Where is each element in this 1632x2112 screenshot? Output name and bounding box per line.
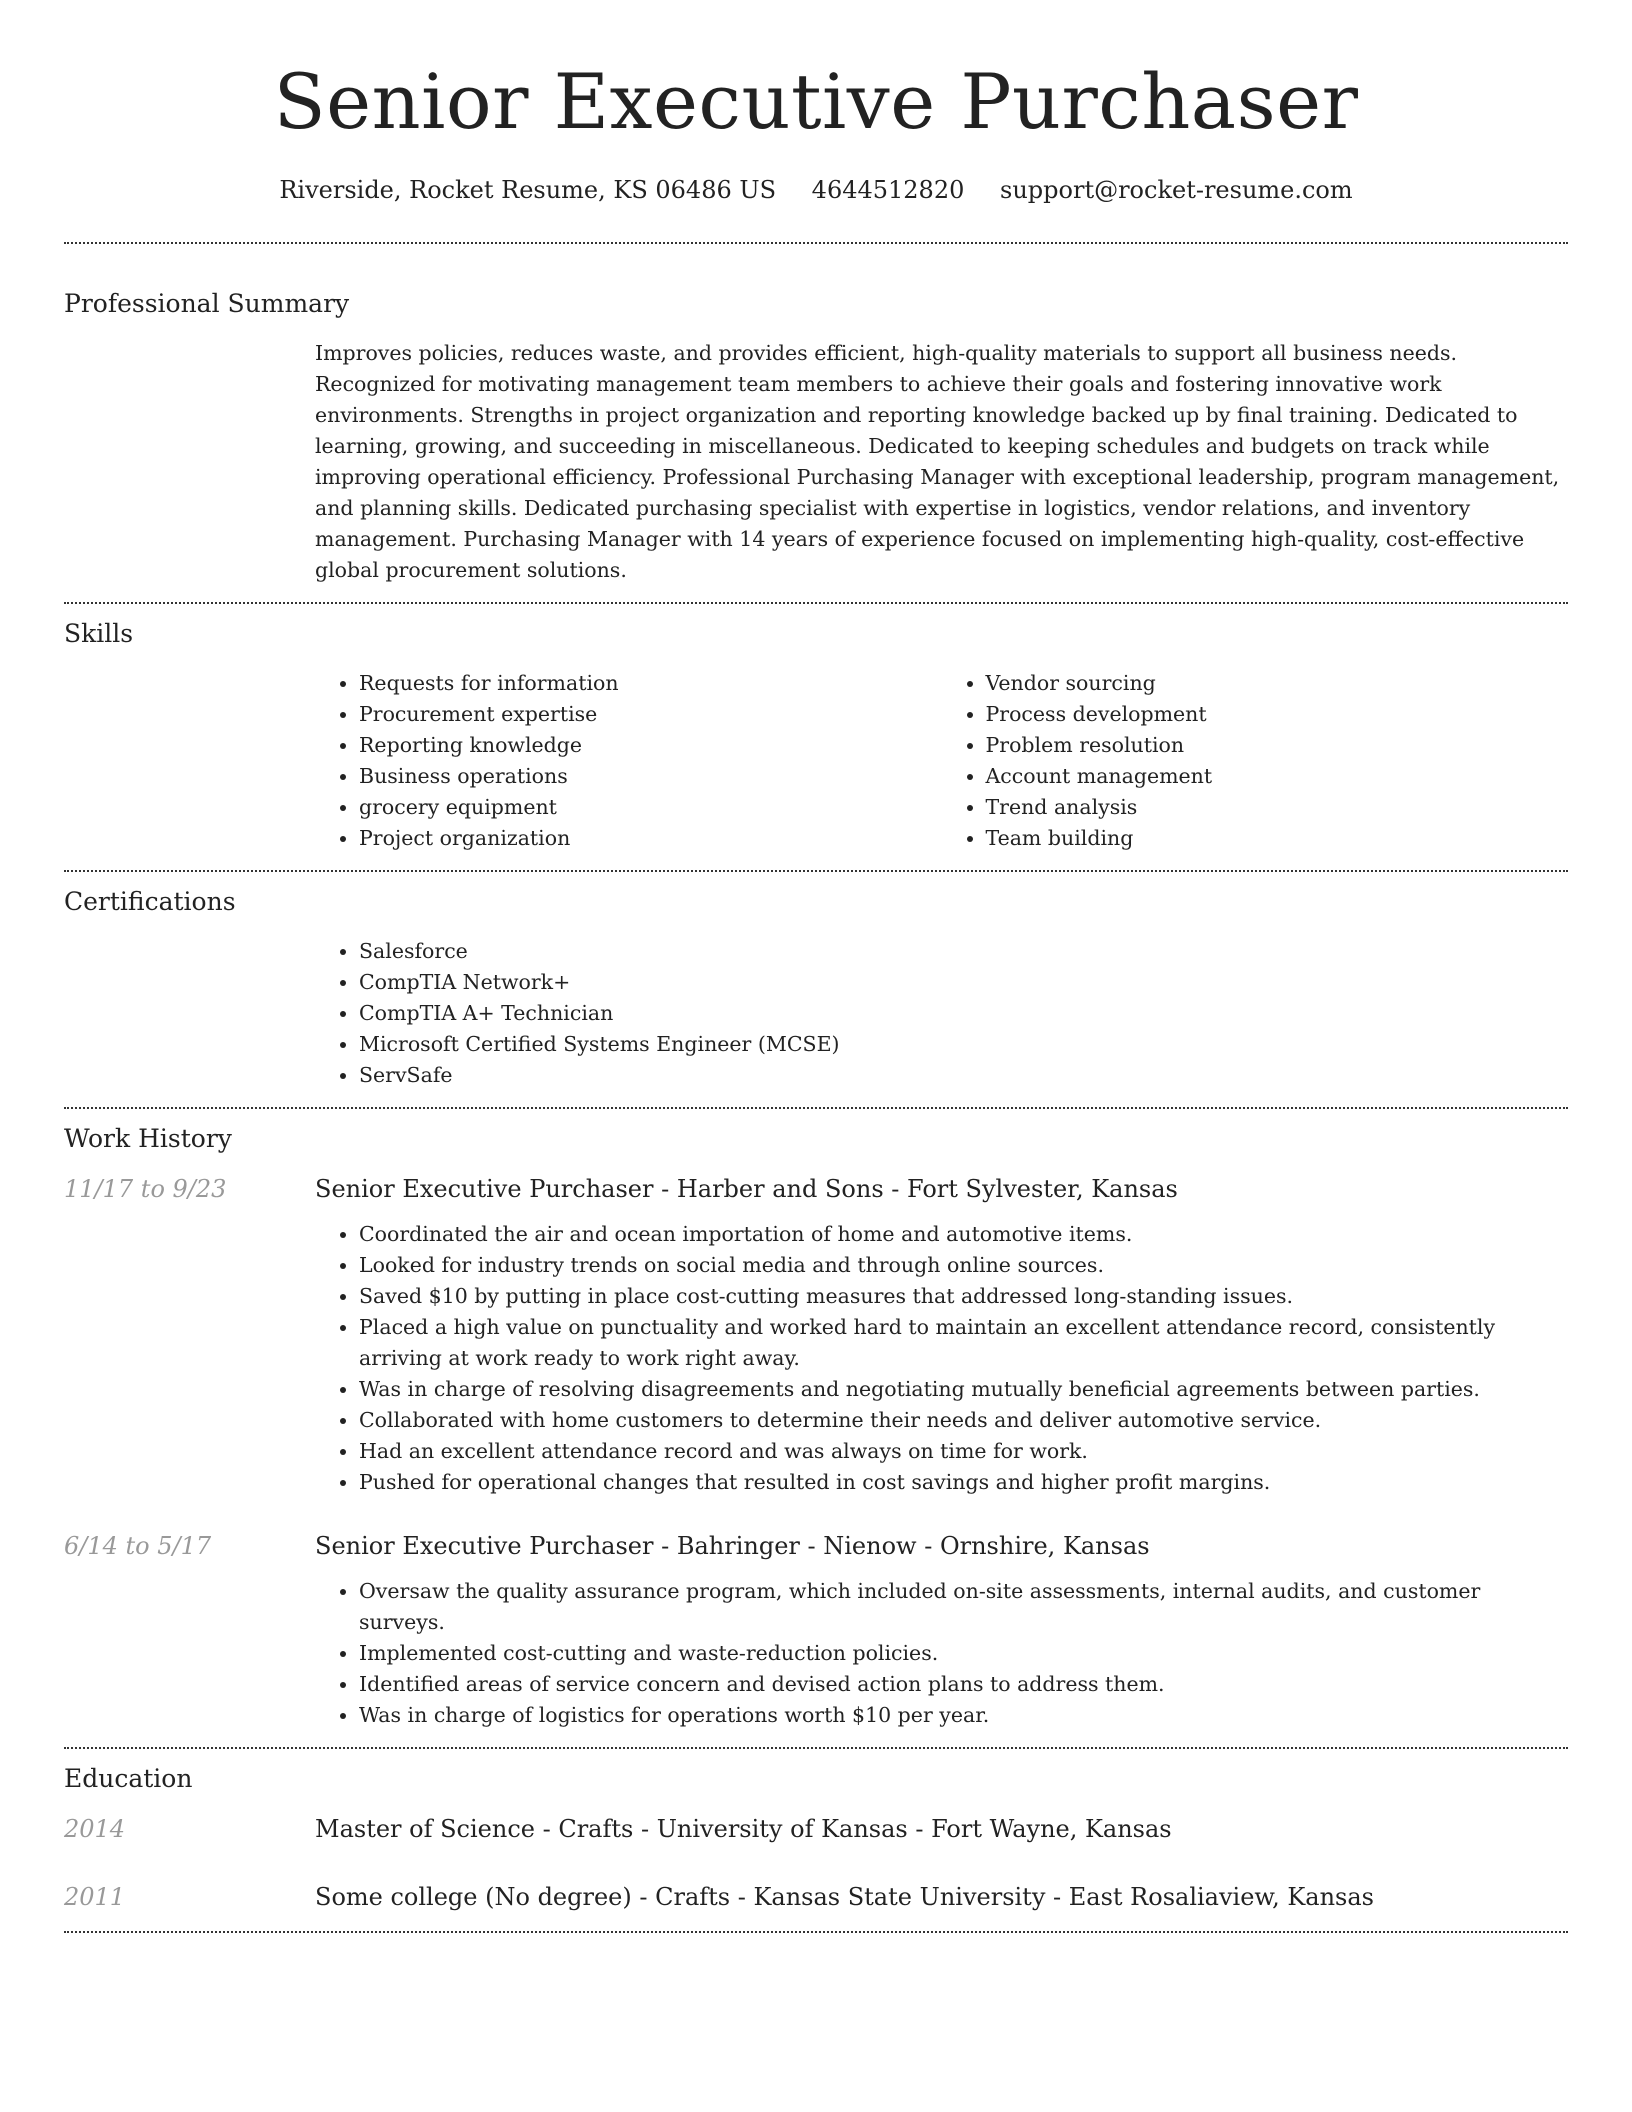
certifications-title: Certifications — [64, 887, 236, 916]
job-title: Senior Executive Purchaser - Harber and Sons - Fort Sylvester, Kansas — [315, 1175, 1178, 1203]
education-degree: Some college (No degree) - Crafts - Kansas State University - East Rosaliaview, Kansas — [315, 1883, 1374, 1911]
skills-list-right — [942, 668, 1569, 854]
summary-text: Improves policies, reduces waste, and provides efficient, high-quality materials to support all business needs. Recognized for motivating management team members to achieve their goals and fostering innovative work environments. Strengths in project organization and reporting knowledge backed up by final training. Dedicated to learning, growing, and succeeding in miscellaneous. Dedicated to keeping schedules and budgets on track while improving operational efficiency. Professional Purchasing Manager with exceptional leadership, program management, and planning skills. Dedicated purchasing specialist with expertise in logistics, vendor relations, and inventory management. Purchasing Manager with 14 years of experience focused on implementing high-quality, cost-effective global procurement solutions. — [315, 341, 1560, 582]
candidate-name: Senior Executive Purchaser — [273, 57, 1359, 146]
job-title: Senior Executive Purchaser - Bahringer - Nienow - Ornshire, Kansas — [315, 1532, 1150, 1560]
skill-item: • Requests for information — [359, 668, 942, 699]
skill-item: • Account management — [986, 761, 1569, 792]
job-bullet: • Collaborated with home customers to determine their needs and deliver automotive service. — [359, 1405, 1568, 1436]
job-bullet: • Pushed for operational changes that resulted in cost savings and higher profit margins. — [359, 1467, 1568, 1498]
section-divider — [64, 1931, 1568, 1933]
certification-item: • ServSafe — [359, 1060, 1568, 1091]
contact-line — [64, 172, 1568, 208]
job-bullet: • Was in charge of resolving disagreements and negotiating mutually beneficial agreements between parties. — [359, 1374, 1568, 1405]
education-section — [64, 1749, 1568, 1931]
education-entry — [64, 1811, 1568, 1847]
certification-item: • CompTIA A+ Technician — [359, 998, 1568, 1029]
resume-header — [64, 0, 1568, 208]
skill-item: • Problem resolution — [986, 730, 1569, 761]
skill-item: • Process development — [986, 699, 1569, 730]
job-bullet: • Identified areas of service concern and devised action plans to address them. — [359, 1669, 1568, 1700]
education-entry — [64, 1879, 1568, 1915]
skills-list-left — [315, 668, 942, 854]
work-history-section — [64, 1109, 1568, 1747]
skill-item: • Team building — [986, 823, 1569, 854]
skill-item: • Trend analysis — [986, 792, 1569, 823]
certifications-section — [64, 872, 1568, 1107]
certifications-list — [315, 936, 1568, 1091]
summary-section — [64, 244, 1568, 602]
contact-address: Riverside, Rocket Resume, KS 06486 US — [279, 176, 777, 204]
job-dates: 11/17 to 9/23 — [64, 1175, 227, 1203]
skills-section — [64, 604, 1568, 870]
summary-title: Professional Summary — [64, 289, 350, 318]
job-bullets — [315, 1219, 1568, 1498]
job-bullet: • Oversaw the quality assurance program, which included on-site assessments, internal audits, and customer surveys. — [359, 1576, 1568, 1638]
job-bullet: • Looked for industry trends on social media and through online sources. — [359, 1250, 1568, 1281]
work-history-title: Work History — [64, 1124, 232, 1153]
skill-item: • Vendor sourcing — [986, 668, 1569, 699]
skill-item: • Business operations — [359, 761, 942, 792]
certification-item: • CompTIA Network+ — [359, 967, 1568, 998]
contact-email: support@rocket-resume.com — [1000, 176, 1353, 204]
skills-title: Skills — [64, 619, 134, 648]
job-bullet: • Placed a high value on punctuality and worked hard to maintain an excellent attendance record, consistently arriving at work ready to work right away. — [359, 1312, 1568, 1374]
education-degree: Master of Science - Crafts - University of Kansas - Fort Wayne, Kansas — [315, 1815, 1172, 1843]
job-bullet: • Was in charge of logistics for operations worth $10 per year. — [359, 1700, 1568, 1731]
certification-item: • Microsoft Certified Systems Engineer (MCSE) — [359, 1029, 1568, 1060]
skill-item: • grocery equipment — [359, 792, 942, 823]
job-bullet: • Had an excellent attendance record and was always on time for work. — [359, 1436, 1568, 1467]
education-title: Education — [64, 1764, 193, 1793]
job-bullets — [315, 1576, 1568, 1731]
job-entry — [64, 1528, 1568, 1731]
job-bullet: • Saved $10 by putting in place cost-cutting measures that addressed long-standing issues. — [359, 1281, 1568, 1312]
job-bullet: • Coordinated the air and ocean importation of home and automotive items. — [359, 1219, 1568, 1250]
job-entry — [64, 1171, 1568, 1498]
skill-item: • Project organization — [359, 823, 942, 854]
education-year: 2014 — [64, 1815, 126, 1843]
education-year: 2011 — [64, 1883, 126, 1911]
certification-item: • Salesforce — [359, 936, 1568, 967]
contact-phone: 4644512820 — [811, 176, 965, 204]
skill-item: • Procurement expertise — [359, 699, 942, 730]
skill-item: • Reporting knowledge — [359, 730, 942, 761]
job-dates: 6/14 to 5/17 — [64, 1532, 212, 1560]
job-bullet: • Implemented cost-cutting and waste-reduction policies. — [359, 1638, 1568, 1669]
